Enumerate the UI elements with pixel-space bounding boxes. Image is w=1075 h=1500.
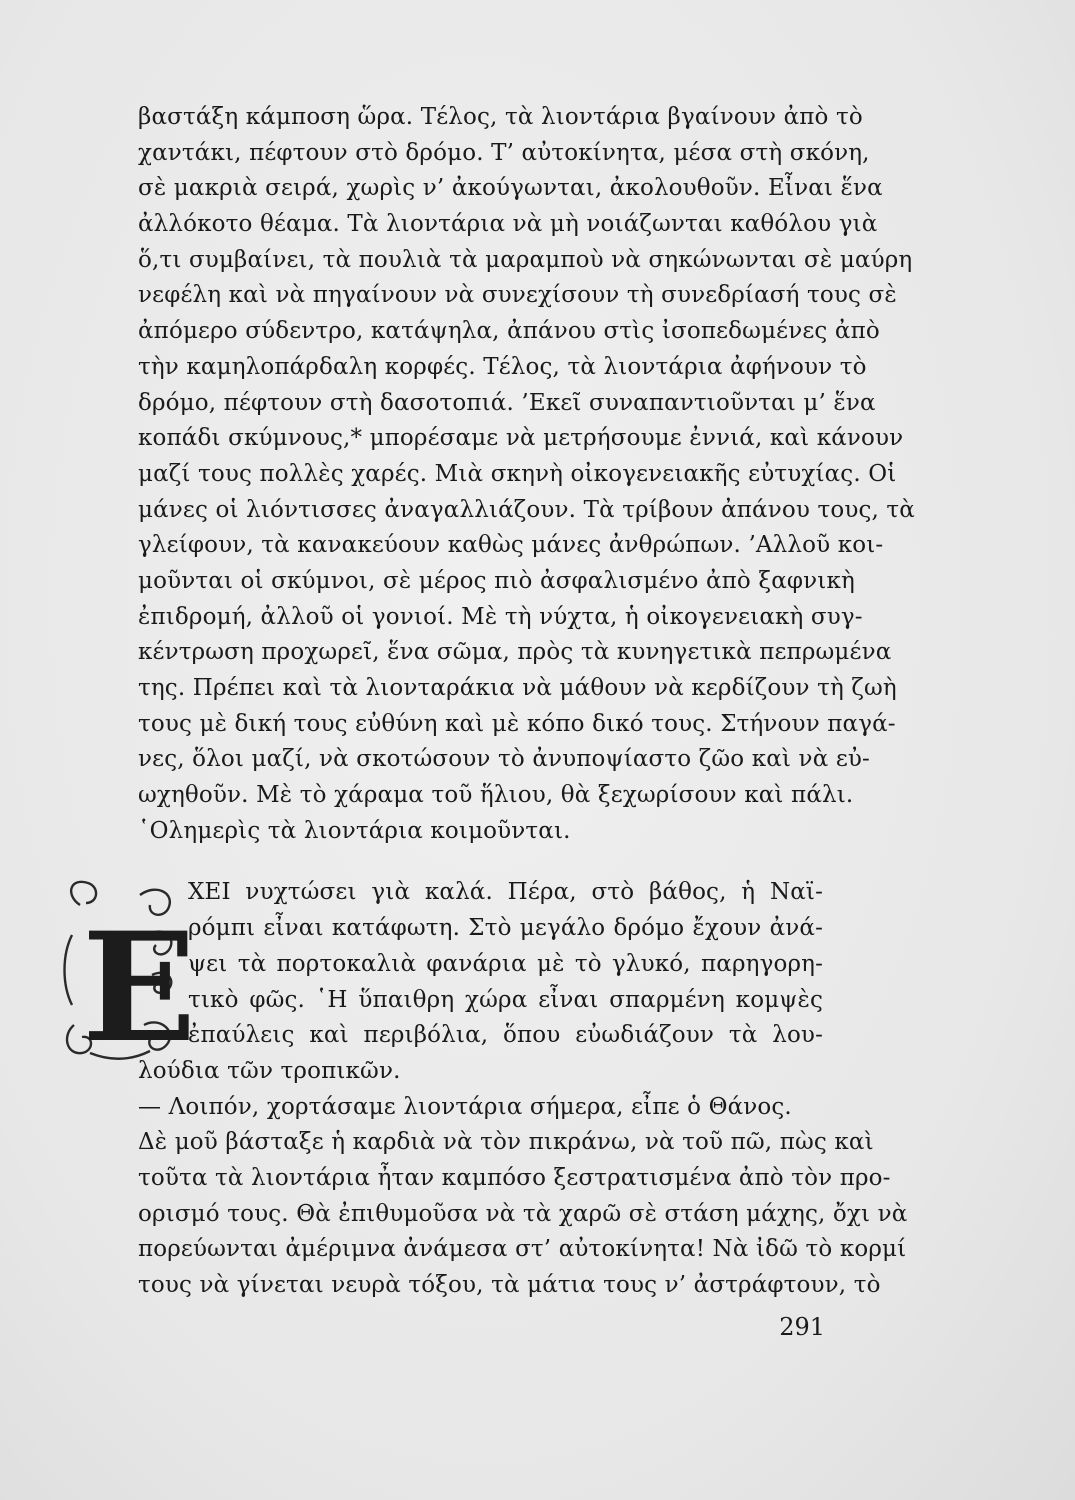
text-line: σὲ μακριὰ σειρά, χωρὶς ν’ ἀκούγωνται, ἀκολουθοῦν. Εἶναι ἕνα <box>138 175 883 202</box>
text-line: ψει τὰ πορτοκαλιὰ φανάρια μὲ τὸ γλυκό, παρηγορη- <box>188 950 823 977</box>
text-line: ἐπιδρομή, ἀλλοῦ οἱ γονιοί. Μὲ τὴ νύχτα, ἡ οἰκογενειακὴ συγ- <box>138 603 863 630</box>
text-line: ΧΕΙ νυχτώσει γιὰ καλά. Πέρα, στὸ βάθος, ἡ Ναϊ- <box>188 879 823 906</box>
text-line: κέντρωση προχωρεῖ, ἕνα σῶμα, πρὸς τὰ κυνηγετικὰ πεπρωμένα <box>138 639 892 666</box>
text-line: ωχηθοῦν. Μὲ τὸ χάραμα τοῦ ἥλιου, θὰ ξεχωρίσουν καὶ πάλι. <box>138 782 854 809</box>
text-line: ῾Ολημερὶς τὰ λιοντάρια κοιμοῦνται. <box>138 817 571 844</box>
text-line: ὅ,τι συμβαίνει, τὰ πουλιὰ τὰ μαραμποὺ νὰ σηκώνωνται σὲ μαύρη <box>138 246 913 273</box>
text-line: κοπάδι σκύμνους,* μπορέσαμε νὰ μετρήσουμε ἐννιά, καὶ κάνουν <box>138 425 904 452</box>
paragraph-1 <box>138 100 915 849</box>
page-number: 291 <box>779 1313 825 1341</box>
text-line: πορεύωνται ἀμέριμνα ἀνάμεσα στ’ αὐτοκίνητα! Νὰ ἰδῶ τὸ κορμί <box>138 1236 907 1263</box>
text-line: μάνες οἱ λιόντισσες ἀναγαλλιάζουν. Τὰ τρίβουν ἀπάνου τους, τὰ <box>138 496 915 523</box>
drop-cap-letter: Ε <box>82 900 197 1077</box>
text-line: γλείφουν, τὰ κανακεύουν καθὼς μάνες ἀνθρώπων. ’Αλλοῦ κοι- <box>138 532 884 559</box>
ornamental-drop-cap <box>60 875 197 1077</box>
text-line: ἀπόμερο σύδεντρο, κατάψηλα, ἀπάνου στὶς ἰσοπεδωμένες ἀπὸ <box>138 318 880 345</box>
text-line: τοῦτα τὰ λιοντάρια ἦταν καμπόσο ξεστρατισμένα ἀπὸ τὸν προ- <box>138 1164 891 1191</box>
text-line: μαζί τους πολλὲς χαρές. Μιὰ σκηνὴ οἰκογενειακῆς εὐτυχίας. Οἱ <box>138 460 897 487</box>
paragraph-3 <box>138 1090 908 1304</box>
text-line: ἐπαύλεις καὶ περιβόλια, ὅπου εὐωδιάζουν τὰ λου- <box>188 1022 823 1049</box>
text-line: τικὸ φῶς. ῾Η ὕπαιθρη χώρα εἶναι σπαρμένη κομψὲς <box>188 986 823 1013</box>
text-line: της. Πρέπει καὶ τὰ λιονταράκια νὰ μάθουν νὰ κερδίζουν τὴ ζωὴ <box>138 675 897 701</box>
text-line: βαστάξη κάμποση ὥρα. Τέλος, τὰ λιοντάρια βγαίνουν ἀπὸ τὸ <box>138 104 863 130</box>
body-text <box>82 100 915 1304</box>
text-line: χαντάκι, πέφτουν στὸ δρόμο. Τ’ αὐτοκίνητα, μέσα στὴ σκόνη, <box>138 139 870 166</box>
text-line: Δὲ μοῦ βάσταξε ἡ καρδιὰ νὰ τὸν πικράνω, νὰ τοῦ πῶ, πὼς καὶ <box>138 1129 874 1156</box>
text-line: δρόμο, πέφτουν στὴ δασοτοπιά. ’Εκεῖ συναπαντιοῦνται μ’ ἕνα <box>138 389 876 416</box>
text-line: τους νὰ γίνεται νευρὰ τόξου, τὰ μάτια τους ν’ ἀστράφτουν, τὸ <box>138 1272 881 1298</box>
text-line: — Λοιπόν, χορτάσαμε λιοντάρια σήμερα, εἶπε ὁ Θάνος. <box>138 1093 792 1120</box>
text-line: ρόμπι εἶναι κατάφωτη. Στὸ μεγάλο δρόμο ἔχουν ἀνά- <box>188 915 823 942</box>
text-line: ορισμό τους. Θὰ ἐπιθυμοῦσα νὰ τὰ χαρῶ σὲ στάση μάχης, ὄχι νὰ <box>138 1200 908 1227</box>
text-line: μοῦνται οἱ σκύμνοι, σὲ μέρος πιὸ ἀσφαλισμένο ἀπὸ ξαφνικὴ <box>138 567 855 594</box>
text-line: τὴν καμηλοπάρδαλη κορφές. Τέλος, τὰ λιοντάρια ἀφήνουν τὸ <box>138 353 867 380</box>
paragraph-2 <box>82 875 823 1089</box>
text-line: νες, ὅλοι μαζί, νὰ σκοτώσουν τὸ ἀνυποψίαστο ζῶο καὶ νὰ εὐ- <box>138 746 870 773</box>
text-line: ἀλλόκοτο θέαμα. Τὰ λιοντάρια νὰ μὴ νοιάζωνται καθόλου γιὰ <box>138 211 878 238</box>
text-line: λούδια τῶν τροπικῶν. <box>138 1057 401 1084</box>
text-line: νεφέλη καὶ νὰ πηγαίνουν νὰ συνεχίσουν τὴ συνεδρίασή τους σὲ <box>138 282 897 309</box>
text-line: τους μὲ δική τους εὐθύνη καὶ μὲ κόπο δικό τους. Στήνουν παγά- <box>138 710 896 737</box>
